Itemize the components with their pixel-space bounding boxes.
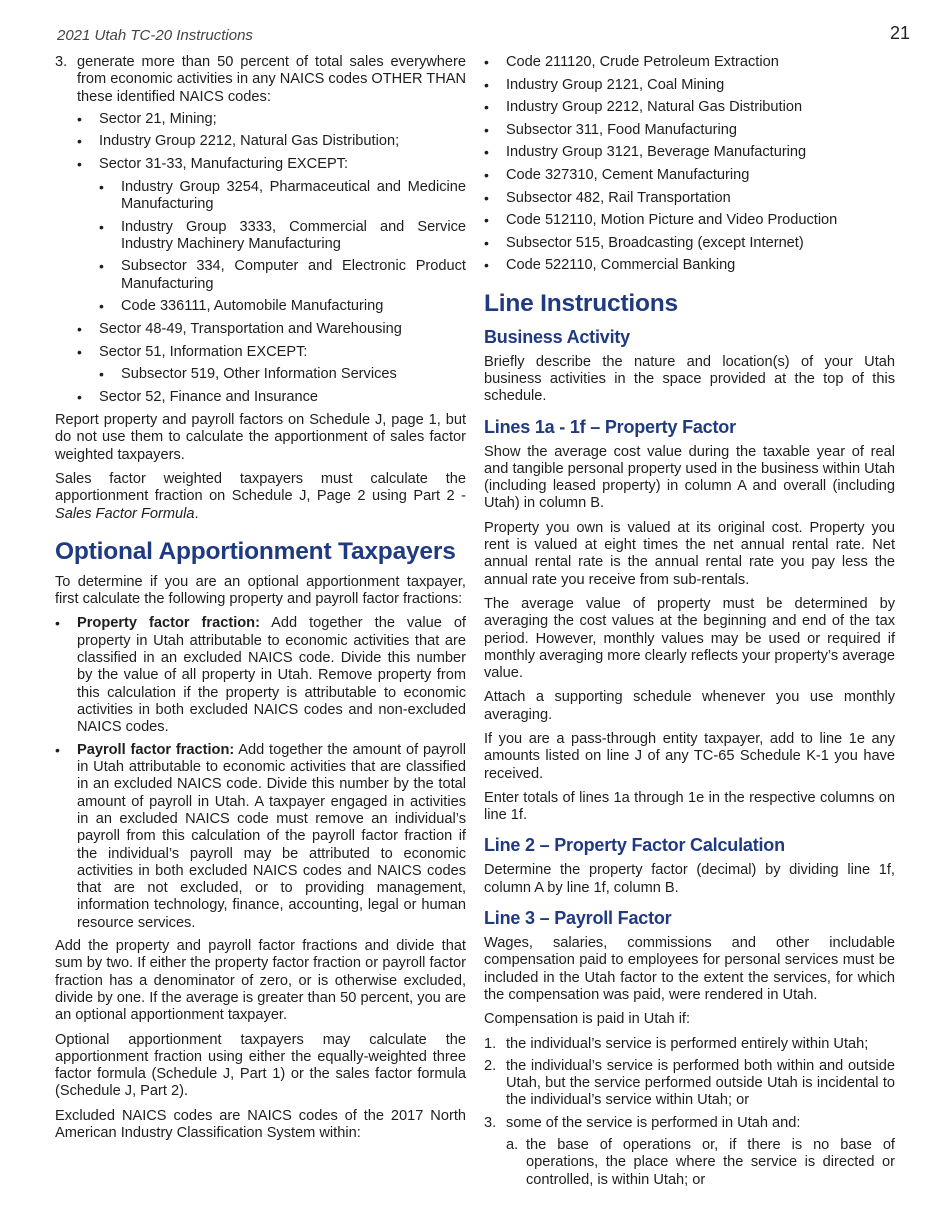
property-calculation-paragraph: Determine the property factor (decimal) by dividing line 1f, column A by line 1f, column B. bbox=[484, 862, 895, 896]
page-header bbox=[57, 23, 910, 49]
list-item: • Code 522110, Commercial Banking bbox=[484, 257, 736, 274]
list-item: • Sector 21, Mining; bbox=[77, 110, 217, 127]
list-item: • Sector 31-33, Manufacturing EXCEPT: bbox=[77, 156, 349, 173]
payroll-factor-heading: Line 3 – Payroll Factor bbox=[484, 908, 672, 929]
list-item: • Code 211120, Crude Petroleum Extraction bbox=[484, 54, 779, 70]
business-activity-paragraph: Briefly describe the nature and location(s) of your Utah business activities in the space provided at the top of this schedule. bbox=[484, 353, 895, 405]
naics-code-list bbox=[77, 111, 466, 406]
item-text: generate more than 50 percent of total sales everywhere from economic activities in any NAICS codes OTHER THAN these identified NAICS codes: bbox=[77, 54, 467, 105]
compensation-conditions-list bbox=[484, 1036, 895, 1189]
property-paragraph-1: Show the average cost value during the taxable year of real and tangible personal property used in the business within Utah (including leased property) in column A and overall (including Utah) in column B. bbox=[484, 443, 895, 512]
property-factor-heading: Lines 1a - 1f – Property Factor bbox=[484, 416, 736, 437]
payroll-paragraph-2: Compensation is paid in Utah if: bbox=[484, 1011, 691, 1028]
list-item: • Sector 52, Finance and Insurance bbox=[77, 388, 319, 405]
property-paragraph-4: Attach a supporting schedule whenever you use monthly averaging. bbox=[484, 689, 895, 723]
list-item: • Code 512110, Motion Picture and Video Production bbox=[484, 212, 838, 229]
nested-list-wrapper bbox=[484, 1137, 895, 1189]
list-item: 3. some of the service is performed in Utah and: bbox=[484, 1114, 801, 1131]
report-paragraph: Report property and payroll factors on Schedule J, page 1, but do not use them to calculate the apportionment of sales factor weighted taxpayers. bbox=[55, 412, 466, 463]
list-item: • Industry Group 3333, Commercial and Service Industry Machinery Manufacturing bbox=[99, 218, 466, 252]
list-item: • Subsector 334, Computer and Electronic Product Manufacturing bbox=[99, 258, 466, 292]
list-item: • Industry Group 3121, Beverage Manufacturing bbox=[484, 144, 807, 161]
list-item: • Industry Group 2121, Coal Mining bbox=[484, 76, 725, 93]
list-item: • Code 327310, Cement Manufacturing bbox=[484, 166, 750, 183]
sub-conditions-list bbox=[506, 1137, 895, 1189]
line-instructions-heading: Line Instructions bbox=[484, 289, 678, 317]
list-item: • Subsector 482, Rail Transportation bbox=[484, 189, 731, 206]
right-column bbox=[484, 54, 895, 1194]
property-paragraph-2: Property you own is valued at its original cost. Property you rent is valued at eight times the net annual rental rate. Net annual rental rate is the annual rental rate you pay less the annual rate you receive from sub-rentals. bbox=[484, 519, 895, 588]
list-item: 1. the individual’s service is performed entirely within Utah; bbox=[484, 1035, 869, 1052]
document-title: 2021 Utah TC-20 Instructions bbox=[57, 27, 253, 44]
nested-list-wrapper bbox=[77, 366, 466, 383]
property-paragraph-6: Enter totals of lines 1a through 1e in the respective columns on line 1f. bbox=[484, 789, 895, 824]
property-factor-calculation-heading: Line 2 – Property Factor Calculation bbox=[484, 835, 785, 856]
nested-list-wrapper bbox=[77, 179, 466, 316]
optional-intro-paragraph: To determine if you are an optional apportionment taxpayer, first calculate the following property and payroll factor fractions: bbox=[55, 573, 466, 608]
payroll-paragraph-1: Wages, salaries, commissions and other includable compensation paid to employees for personal services must be included in the Utah factor to the extent the services, for which the compensation was paid, were rendered in Utah. bbox=[484, 935, 895, 1003]
list-item: • Industry Group 3254, Pharmaceutical and Medicine Manufacturing bbox=[99, 178, 466, 212]
item-number: 3. bbox=[55, 54, 68, 70]
add-fractions-paragraph: Add the property and payroll factor fractions and divide that sum by two. If either the property factor fraction or payroll factor fraction has a denominator of zero, or is otherwise excluded, divide by one. If the average is greater than 50 percent, you are an optional apportionment taxpayer. bbox=[55, 938, 466, 1024]
list-item: • Subsector 519, Other Information Services bbox=[99, 366, 397, 383]
business-activity-heading: Business Activity bbox=[484, 326, 630, 347]
list-item: • Subsector 515, Broadcasting (except Internet) bbox=[484, 234, 804, 251]
optional-apportionment-heading: Optional Apportionment Taxpayers bbox=[55, 537, 456, 565]
information-exceptions-list bbox=[99, 366, 466, 383]
optional-calc-paragraph: Optional apportionment taxpayers may calculate the apportionment fraction using either the equally-weighted three factor formula (Schedule J, Part 1) or the sales factor formula (Schedule J, Part 2). bbox=[55, 1031, 466, 1100]
list-item: • Sector 48-49, Transportation and Warehousing bbox=[77, 320, 402, 337]
factor-fraction-list bbox=[55, 615, 466, 932]
list-item: • Subsector 311, Food Manufacturing bbox=[484, 121, 737, 138]
list-item: • Sector 51, Information EXCEPT: bbox=[77, 343, 308, 360]
list-item: a. the base of operations or, if there is no base of operations, the place where the service is directed or controlled, is within Utah; or bbox=[506, 1137, 895, 1188]
property-fraction-item: • Property factor fraction: Add together the value of property in Utah attributable to economic activities that are classified in an excluded NAICS code. Divide this number by the value of all property in Utah. Remove property from this calculation if the property is attributable to economic activities in both excluded NAICS codes and non-excluded NAICS codes. bbox=[55, 615, 466, 736]
list-item: 2. the individual’s service is performed both within and outside Utah, but the service performed outside Utah is incidental to the individual’s service within Utah; or bbox=[484, 1057, 895, 1109]
property-paragraph-3: The average value of property must be determined by averaging the cost values at the beginning and end of the tax period. However, monthly values may be used or required if monthly averaging more clearly reflects your property’s average value. bbox=[484, 595, 895, 682]
list-item: • Industry Group 2212, Natural Gas Distribution bbox=[484, 99, 803, 116]
payroll-fraction-item: • Payroll factor fraction: Add together the amount of payroll in Utah attributable to economic activities that are classified in an excluded NAICS code. Divide this number by the total amount of payroll in Utah. A taxpayer engaged in activities in an excluded NAICS code must remove an individual’s payroll from this calculation of the payroll factor fraction if the individual’s payroll may be attributed to economic activities in both excluded NAICS codes and NAICS codes that are not excluded, or to providing management, information technology, finance, accounting, legal or human resource services. bbox=[55, 741, 466, 931]
left-column bbox=[55, 54, 466, 1149]
sales-factor-paragraph: Sales factor weighted taxpayers must calculate the apportionment fraction on Schedule J, Page 2 using Part 2 - Sales Factor Formula. bbox=[55, 470, 466, 522]
manufacturing-exceptions-list bbox=[99, 179, 466, 316]
numbered-item-3 bbox=[55, 54, 466, 106]
excluded-codes-paragraph: Excluded NAICS codes are NAICS codes of the 2017 North American Industry Classification System within: bbox=[55, 1107, 466, 1141]
excluded-codes-list bbox=[484, 54, 895, 275]
page-number: 21 bbox=[889, 23, 910, 43]
property-paragraph-5: If you are a pass-through entity taxpayer, add to line 1e any amounts listed on line J of any TC-65 Schedule K-1 you have received. bbox=[484, 730, 895, 782]
list-item: • Industry Group 2212, Natural Gas Distribution; bbox=[77, 133, 400, 150]
list-item: • Code 336111, Automobile Manufacturing bbox=[99, 298, 384, 315]
